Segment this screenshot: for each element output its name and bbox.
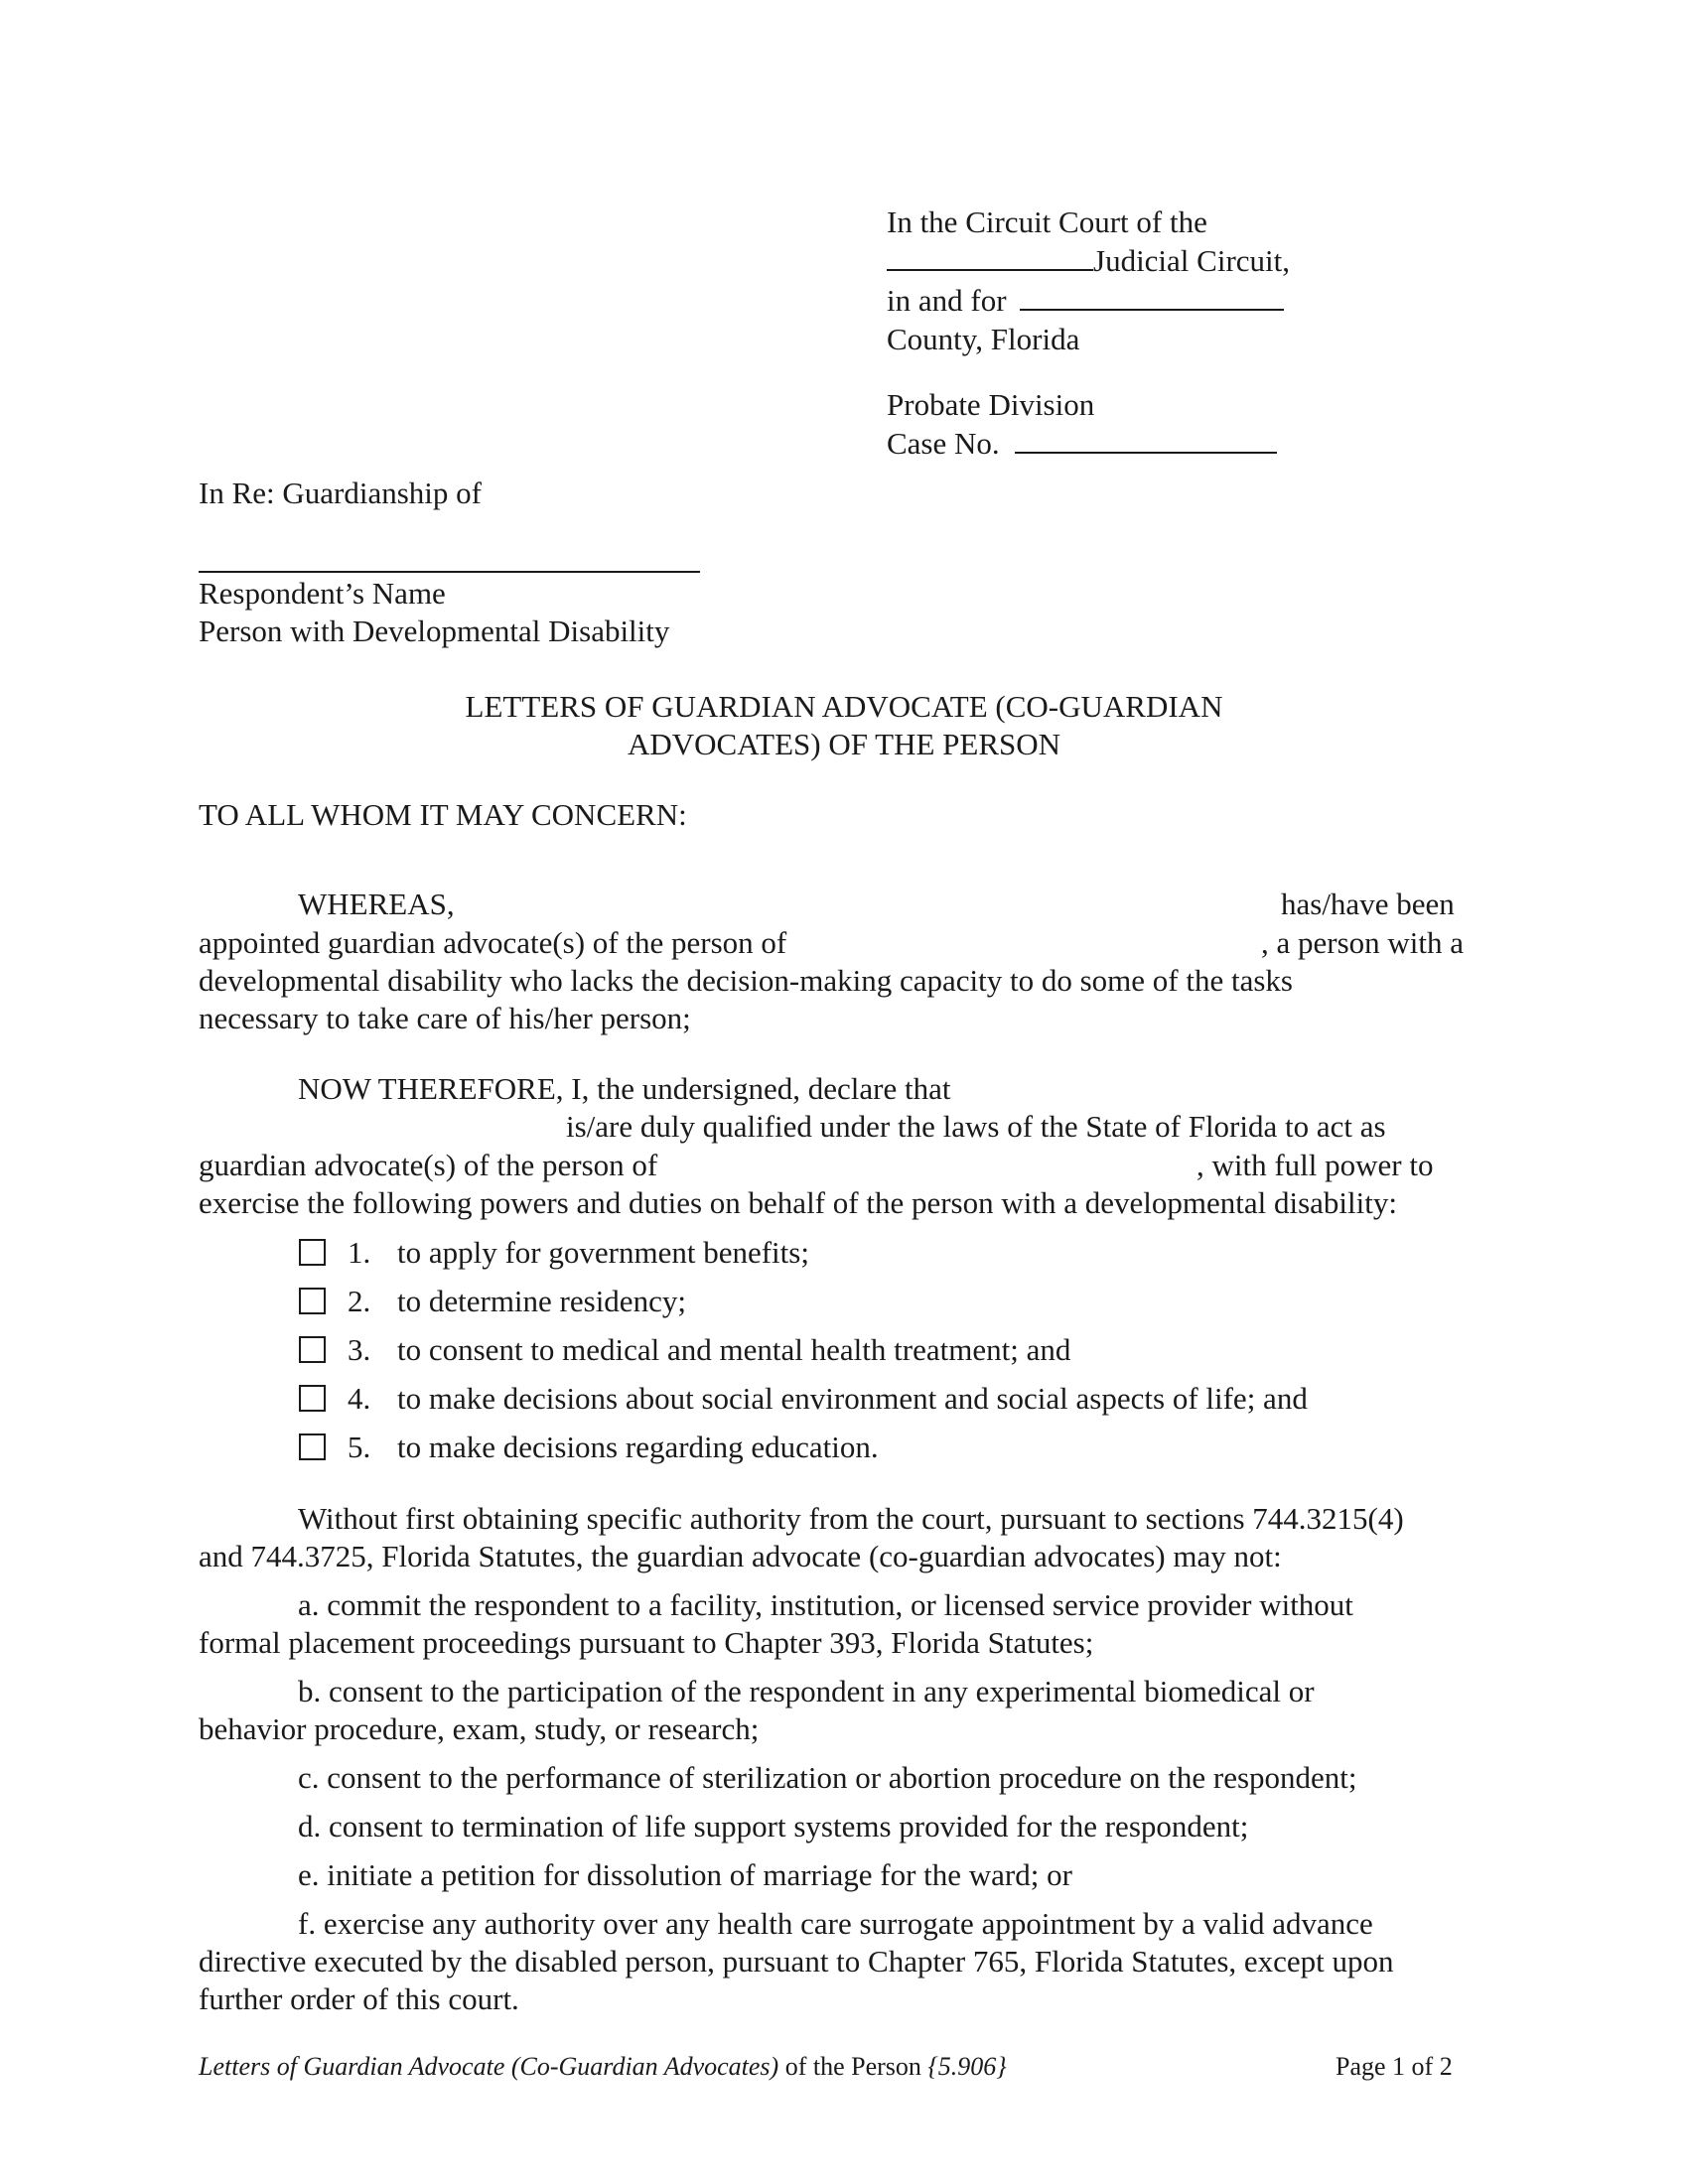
in-re-heading: In Re: Guardianship of [199,476,482,510]
case-no-label: Case No. [887,426,1000,461]
footer-form-title-plain: of the Person [784,2052,921,2081]
court-line-3 [887,282,1284,320]
restrictions-intro-line-2: and 744.3725, Florida Statutes, the guardian advocate (co-guardian advocates) may not: [199,1539,1282,1573]
judicial-circuit-label: Judicial Circuit, [1093,243,1291,278]
restriction-d: d. consent to termination of life support systems provided for the respondent; [298,1809,1249,1843]
power-text: to apply for government benefits; [397,1235,809,1270]
court-line-1: In the Circuit Court of the [887,205,1207,239]
power-item-5 [299,1429,879,1466]
power-number: 1. [348,1235,371,1270]
restriction-b-line-1: b. consent to the participation of the respondent in any experimental biomedical or [298,1674,1315,1708]
case-no-row [887,425,1277,463]
whereas-line-2-start: appointed guardian advocate(s) of the person of [199,925,787,960]
now-therefore-line-1: NOW THEREFORE, I, the undersigned, declare that [298,1071,951,1106]
power-number: 4. [348,1381,371,1416]
power-number: 3. [348,1332,371,1367]
now-therefore-line-4: exercise the following powers and duties on behalf of the person with a developmental disability: [199,1185,1397,1220]
power-item-1 [299,1234,809,1272]
power-item-4 [299,1380,1308,1418]
power-checkbox-3[interactable] [299,1336,326,1363]
power-text: to make decisions regarding education. [397,1430,879,1464]
power-text: to make decisions about social environment and social aspects of life; and [397,1381,1308,1416]
whereas-line-4: necessary to take care of his/her person; [199,1001,691,1035]
footer-form-title [199,2051,1007,2083]
restriction-f-line-1: f. exercise any authority over any health care surrogate appointment by a valid advance [298,1906,1373,1941]
power-number: 2. [348,1284,371,1318]
whereas-has-have-been: has/have been [1281,887,1455,921]
restrictions-intro-line-1: Without first obtaining specific authority from the court, pursuant to sections 744.3215(4) [298,1501,1404,1536]
restriction-e: e. initiate a petition for dissolution of marriage for the ward; or [298,1857,1072,1892]
salutation: TO ALL WHOM IT MAY CONCERN: [199,797,687,832]
case-no-blank[interactable] [1015,426,1277,454]
judicial-circuit-blank[interactable] [887,243,1093,271]
county-prefix-label: in and for [887,283,1007,318]
restriction-a-line-2: formal placement proceedings pursuant to Chapter 393, Florida Statutes; [199,1625,1094,1660]
power-text: to consent to medical and mental health treatment; and [397,1332,1071,1367]
respondent-name-label: Respondent’s Name [199,576,446,611]
restriction-c: c. consent to the performance of sterilization or abortion procedure on the respondent; [298,1760,1357,1795]
whereas-line-2-end: , a person with a [1261,925,1465,960]
now-therefore-line-3-end: , with full power to [1196,1148,1434,1182]
respondent-name-line[interactable] [199,571,700,573]
now-therefore-line-2: is/are duly qualified under the laws of the State of Florida to act as [566,1109,1386,1144]
restriction-f-line-3: further order of this court. [199,1981,519,2016]
power-checkbox-4[interactable] [299,1385,326,1412]
power-number: 5. [348,1430,371,1464]
power-text: to determine residency; [397,1284,686,1318]
power-checkbox-2[interactable] [299,1288,326,1314]
probate-division: Probate Division [887,387,1095,422]
power-item-2 [299,1283,686,1320]
power-checkbox-5[interactable] [299,1433,326,1460]
power-item-3 [299,1331,1070,1369]
document-title-line-2: ADVOCATES) OF THE PERSON [627,727,1061,761]
restriction-a-line-1: a. commit the respondent to a facility, institution, or licensed service provider without [298,1587,1353,1622]
power-checkbox-1[interactable] [299,1239,326,1266]
document-title-line-1: LETTERS OF GUARDIAN ADVOCATE (CO-GUARDIAN [465,689,1223,724]
now-therefore-line-3-start: guardian advocate(s) of the person of [199,1148,658,1182]
court-line-4: County, Florida [887,322,1080,356]
footer-page-number: Page 1 of 2 [1336,2052,1453,2081]
footer-form-code: {5.906} [927,2052,1007,2081]
whereas-line-3: developmental disability who lacks the decision-making capacity to do some of the tasks [199,963,1293,998]
footer-form-title-italic: Letters of Guardian Advocate (Co-Guardian Advocates) [199,2052,779,2081]
whereas-lead: WHEREAS, [298,887,455,921]
county-blank[interactable] [1020,283,1284,311]
respondent-description: Person with Developmental Disability [199,614,670,648]
restriction-b-line-2: behavior procedure, exam, study, or research; [199,1711,760,1746]
court-line-2 [887,242,1290,280]
restriction-f-line-2: directive executed by the disabled person, pursuant to Chapter 765, Florida Statutes, except upon [199,1944,1394,1979]
